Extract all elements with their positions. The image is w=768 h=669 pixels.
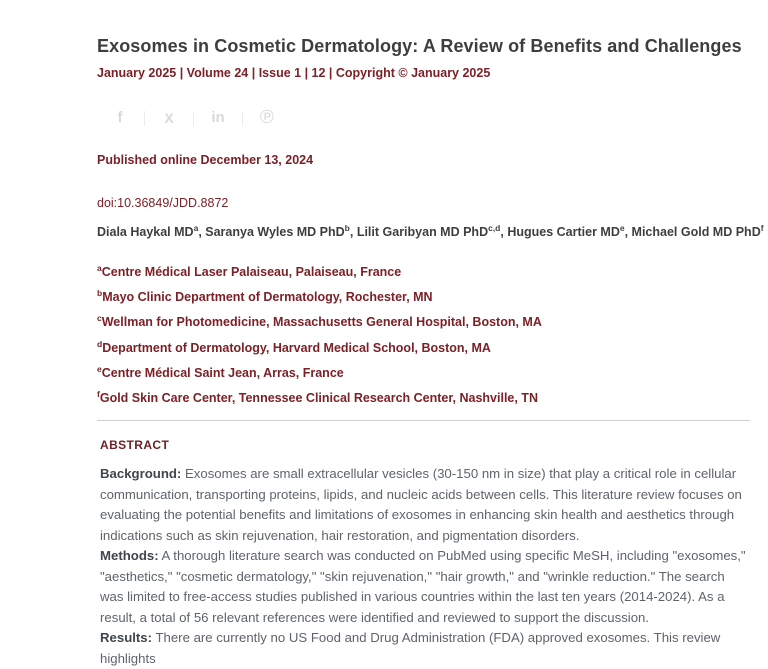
abstract-heading: ABSTRACT [100,438,170,453]
social-divider [242,111,243,126]
affiliation-line: $^a$Centre Médical Laser Palaiseau, Palaiseau, France [97,263,402,280]
author-affiliation-superscript: e [619,223,625,233]
author-name: Lilit Garibyan MD PhD$^{c,d}$ [356,223,501,240]
authors-line: Diala Haykal $MD^a$, Saranya Wyles MD PhD$^b$, Lilit Garibyan MD PhD$^{c,d}$, Hugues Cartier MDe, Michael Gold MD PhD$^f$ [97,223,764,240]
affiliation-line: $^d$Department of Dermatology, Harvard Medical School, Boston, MA [97,338,491,355]
facebook-icon[interactable]: f [117,109,123,126]
social-divider [193,111,194,126]
published-online: Published online December 13, 2024 [97,153,314,167]
affiliation-line: $^f$Gold Skin Care Center, Tennessee Clinical Research Center, Nashville, TN [97,388,538,406]
article-content [97,36,764,669]
affiliation-line: $^b$Mayo Clinic Department of Dermatology, Rochester, MN [97,288,433,305]
affiliation-line: $^e$Centre Médical Saint Jean, Arras, France [97,363,344,380]
author-name: Michael Gold MD PhD$^f$ [631,223,764,240]
abstract-section-label: Results: [100,630,153,646]
abstract-section-label: Background: [100,466,182,482]
abstract-section: Background: Exosomes are small extracellular vesicles (30-150 nm in size) that play a critical role in cellular communication, transporting proteins, lipids, and nucleic acids between cells. This literature review focuses on evaluating the potential benefits and limitations of exosomes in enhancing skin health and aesthetics through indications such as skin rejuvenation, hair restoration, and pigmentation disorders. [100,466,742,543]
affiliation-line: $^c$Wellman for Photomedicine, Massachusetts General Hospital, Boston, MA [97,313,542,330]
linkedin-icon[interactable]: in [211,109,225,126]
author-affiliation-superscript: c,d [488,223,501,233]
x-twitter-icon[interactable]: X [164,110,174,126]
affiliations-list [97,258,750,409]
author-affiliation-superscript: b [344,223,350,233]
author-name: Diala Haykal $MD^a$ [97,223,199,240]
doi-line: doi:10.36849/JDD.8872 [97,196,229,210]
affiliation-superscript: d [97,338,103,349]
affiliation-superscript: e [97,363,102,374]
abstract-section: Methods: A thorough literature search was conducted on PubMed using specific MeSH, including "exosomes," "aesthetics," "cosmetic dermatology," "skin rejuvenation," "hair growth," and "wrinkle reduction." The search was limited to free-access studies published in various countries within the last ten years (2014-2024). As a result, a total of 56 relevant references were identified and reviewed to support the discussion. [100,548,746,625]
citation-line: January 2025 | Volume 24 | Issue 1 | 12 | Copyright © January 2025 [97,66,491,80]
affiliation-superscript: c [97,313,102,324]
author-affiliation-superscript: a [193,223,199,233]
abstract-section-label: Methods: [100,548,159,564]
social-divider [144,111,145,126]
author-name: Saranya Wyles MD PhD$^b$ [205,223,350,240]
abstract-section: Results: There are currently no US Food and Drug Administration (FDA) approved exosomes. This review highlights [100,630,721,666]
author-affiliation-superscript: f [760,223,764,233]
affiliation-superscript: b [97,288,103,299]
abstract-body [100,464,750,669]
pinterest-icon[interactable]: ℗ [260,107,274,128]
affiliation-superscript: f [97,388,100,399]
article-title: Exosomes in Cosmetic Dermatology: A Review of Benefits and Challenges [97,36,742,56]
section-divider [97,420,750,421]
social-bar [97,107,750,129]
author-name: Hugues Cartier MDe [507,223,625,240]
affiliation-superscript: a [97,263,102,274]
